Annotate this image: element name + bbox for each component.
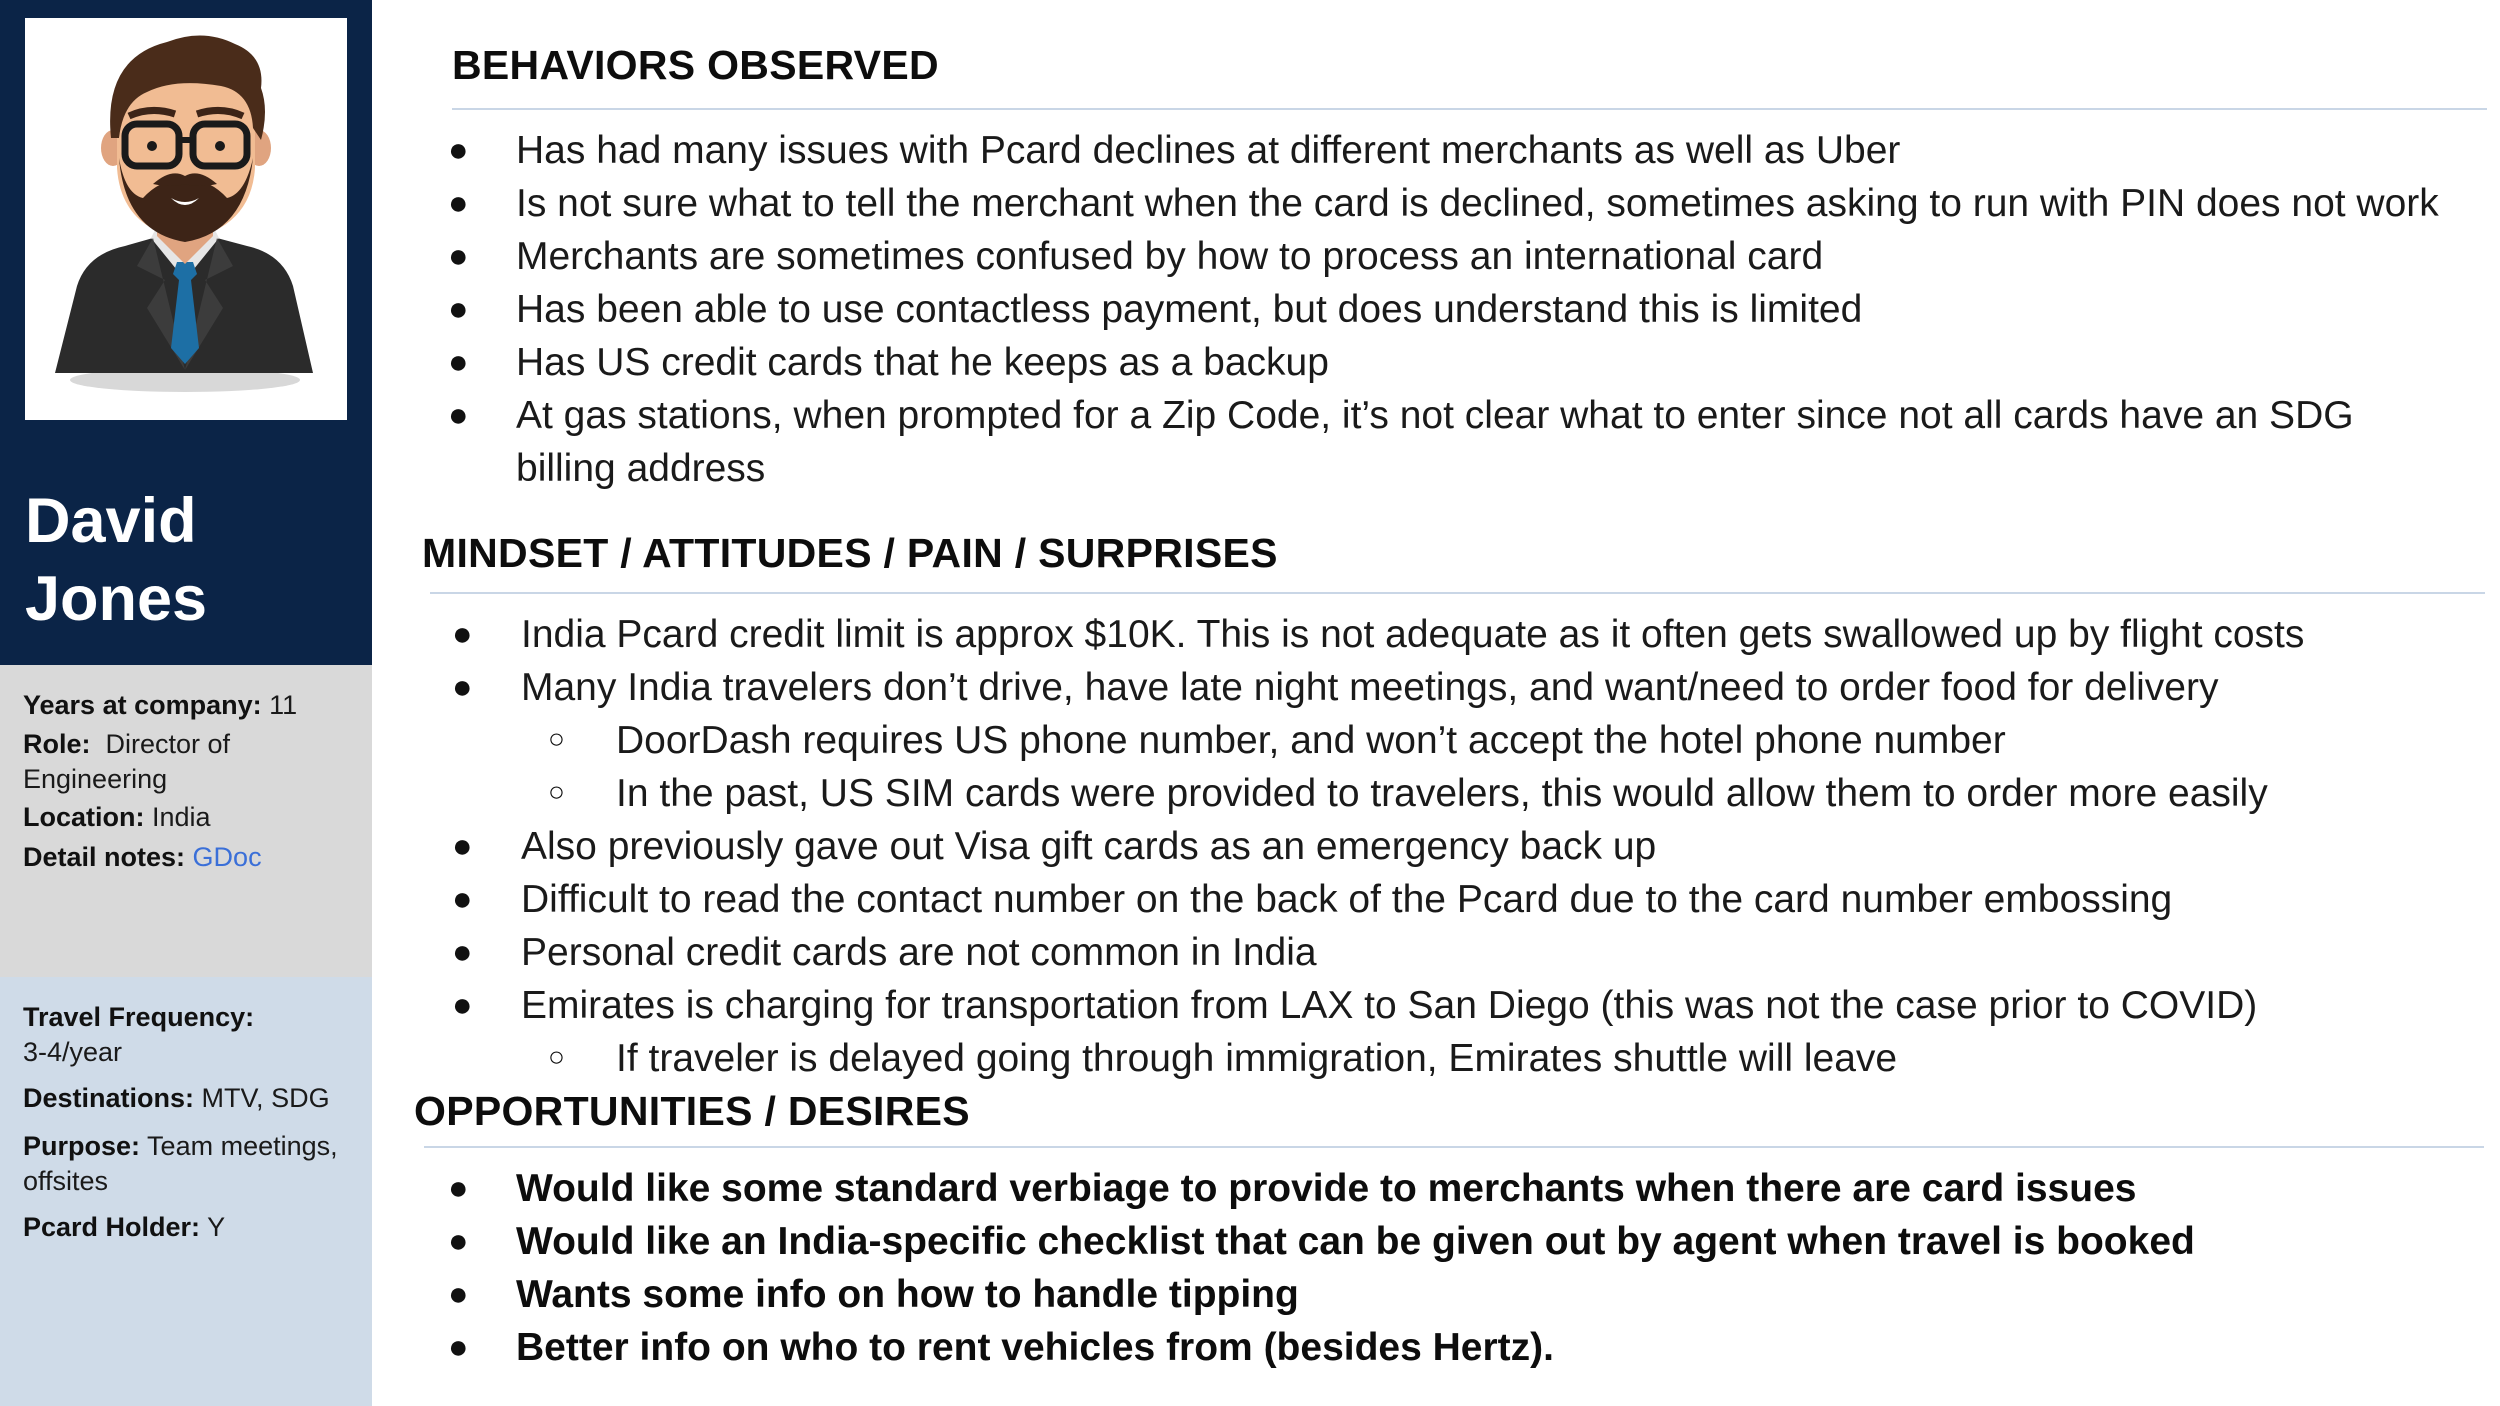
profile-header	[0, 0, 372, 665]
list-item-continuation: billing address	[516, 447, 766, 490]
opportunities-title: OPPORTUNITIES / DESIRES	[414, 1088, 970, 1134]
sub-list-item: ○ In the past, US SIM cards were provided to travelers, this would allow them to order more easily	[452, 767, 2492, 820]
list-item: ● Wants some info on how to handle tipping	[448, 1268, 2488, 1321]
list-item: ● Better info on who to rent vehicles from (besides Hertz).	[448, 1321, 2488, 1374]
gdoc-link[interactable]: GDoc	[192, 842, 262, 872]
pcard-holder	[23, 1210, 353, 1245]
opportunities-divider	[424, 1146, 2484, 1148]
bullet-icon: ●	[448, 343, 469, 381]
behaviors-title: BEHAVIORS OBSERVED	[452, 42, 939, 88]
bullet-icon: ●	[448, 396, 469, 434]
destinations	[23, 1081, 353, 1116]
mindset-title: MINDSET / ATTITUDES / PAIN / SURPRISES	[422, 530, 1278, 576]
detail-notes	[23, 840, 353, 875]
location	[23, 800, 353, 835]
last-name: Jones	[25, 564, 208, 634]
years-at-company	[23, 688, 353, 723]
list-item: ● At gas stations, when prompted for a Zip Code, it’s not clear what to enter since not all cards have an SDG	[448, 389, 2488, 442]
sub-bullet-icon: ○	[548, 1041, 565, 1072]
bullet-icon: ●	[448, 1222, 469, 1260]
list-item: ● Many India travelers don’t drive, have late night meetings, and want/need to order food for delivery	[452, 661, 2492, 714]
list-item: ● Emirates is charging for transportation from LAX to San Diego (this was not the case prior to COVID)	[452, 979, 2492, 1032]
frequency-label: Travel Frequency:	[23, 1002, 255, 1032]
purpose	[23, 1129, 353, 1199]
businessman-avatar-icon	[25, 18, 347, 420]
years-label: Years at company:	[23, 690, 262, 720]
list-item: ● Difficult to read the contact number on the back of the Pcard due to the card number embossing	[452, 873, 2492, 926]
location-label: Location:	[23, 802, 145, 832]
role-value: Director of Engineering	[23, 729, 231, 794]
bullet-icon: ●	[448, 290, 469, 328]
list-item: ● Also previously gave out Visa gift cards as an emergency back up	[452, 820, 2492, 873]
bullet-icon: ●	[452, 880, 473, 918]
travel-frequency	[23, 1000, 353, 1070]
frequency-value: 3-4/year	[23, 1037, 123, 1067]
bullet-icon: ●	[448, 1275, 469, 1313]
purpose-label: Purpose:	[23, 1131, 141, 1161]
bullet-icon: ●	[452, 986, 473, 1024]
list-item: ● Has US credit cards that he keeps as a backup	[448, 336, 2488, 389]
role-label: Role:	[23, 729, 91, 759]
destinations-value: MTV, SDG	[201, 1083, 330, 1113]
list-item: ● Has been able to use contactless payment, but does understand this is limited	[448, 283, 2488, 336]
pcard-value: Y	[207, 1212, 226, 1242]
behaviors-list	[448, 124, 2488, 495]
first-name: David	[25, 486, 197, 556]
role	[23, 727, 353, 797]
bullet-icon: ●	[452, 668, 473, 706]
list-item: ● India Pcard credit limit is approx $10K. This is not adequate as it often gets swallowed up by flight costs	[452, 608, 2492, 661]
sub-bullet-icon: ○	[548, 723, 565, 754]
opportunities-list	[448, 1162, 2488, 1374]
avatar	[25, 18, 347, 420]
behaviors-divider	[452, 108, 2487, 110]
bullet-icon: ●	[448, 1328, 469, 1366]
sub-list-item: ○ If traveler is delayed going through immigration, Emirates shuttle will leave	[452, 1032, 2492, 1085]
list-item: ● Would like an India-specific checklist that can be given out by agent when travel is booked	[448, 1215, 2488, 1268]
bullet-icon: ●	[448, 131, 469, 169]
sub-list-item: ○ DoorDash requires US phone number, and won’t accept the hotel phone number	[452, 714, 2492, 767]
list-item: ● Is not sure what to tell the merchant when the card is declined, sometimes asking to run with PIN does not work	[448, 177, 2488, 230]
mindset-divider	[430, 592, 2485, 594]
list-item: ● Would like some standard verbiage to provide to merchants when there are card issues	[448, 1162, 2488, 1215]
bullet-icon: ●	[448, 1169, 469, 1207]
mindset-list	[452, 608, 2492, 1085]
list-item: ● Merchants are sometimes confused by how to process an international card	[448, 230, 2488, 283]
bullet-icon: ●	[452, 827, 473, 865]
notes-label: Detail notes:	[23, 842, 186, 872]
years-value: 11	[269, 690, 298, 720]
pcard-label: Pcard Holder:	[23, 1212, 201, 1242]
list-item: ● Has had many issues with Pcard declines at different merchants as well as Uber	[448, 124, 2488, 177]
list-item: ● Personal credit cards are not common in India	[452, 926, 2492, 979]
person-name	[25, 482, 355, 638]
location-value: India	[152, 802, 211, 832]
bullet-icon: ●	[452, 933, 473, 971]
purpose-value: Team meetings, offsites	[23, 1131, 338, 1196]
persona-sidebar	[0, 0, 372, 1406]
bullet-icon: ●	[452, 615, 473, 653]
bullet-icon: ●	[448, 184, 469, 222]
destinations-label: Destinations:	[23, 1083, 195, 1113]
bullet-icon: ●	[448, 237, 469, 275]
sub-bullet-icon: ○	[548, 776, 565, 807]
